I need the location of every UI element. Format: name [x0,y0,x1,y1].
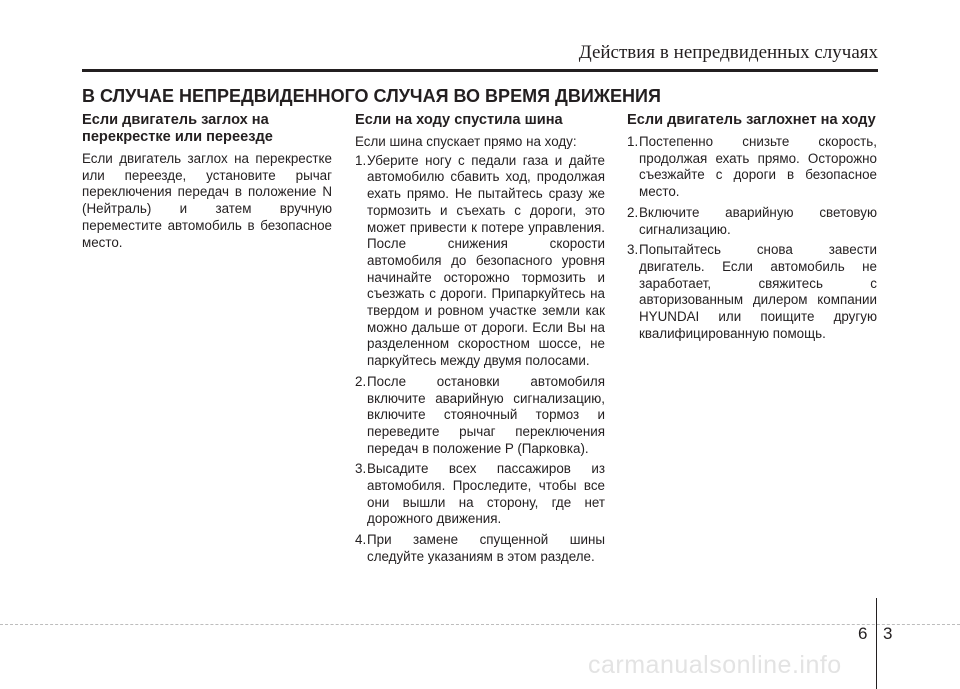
column-engine-stall-crossing [82,112,332,251]
paragraph-engine-stall-crossing: Если двигатель заглох на перекрестке или переезде, установите рычаг переключения передач в положение N (Нейтраль) и затем вручную переместите автомобиль в безопасное место. [82,151,332,250]
chapter-number: 6 [858,624,868,643]
chapter-title: Действия в непредвиденных случаях [578,42,878,63]
list-item: 2. Включите аварийную световую сигнализацию. [627,204,877,237]
header-rule [82,69,878,72]
engine-stall-steps [627,134,877,342]
heading-flat-tire: Если на ходу спустила шина [355,112,563,128]
list-item: 4. При замене спущенной шины следуйте указаниям в этом разделе. [355,532,605,564]
flat-tire-intro: Если шина спускает прямо на ходу: [355,134,577,149]
list-item: 3. Высадите всех пассажиров из автомобиля. Проследите, чтобы все они вышли на сторону, где нет дорожного движения. [355,461,605,527]
list-item: 1. Уберите ногу с педали газа и дайте автомобилю сбавить ход, продолжая ехать прямо. Не пытайтесь сразу же тормозить и съехать с дороги, это может привести к потере управления. После снижения скорости автомобиля до безопасного уровня начинайте осторожно тормозить и съезжать с дороги. Припаркуйтесь на твердом и ровном участке земли как можно дальше от дороги. Если Вы на разделенном скоростном шоссе, не паркуйтесь между двумя полосами. [355,152,605,369]
column-engine-stall-driving [627,112,877,346]
column-flat-tire [355,112,605,570]
heading-engine-stall-driving: Если двигатель заглохнет на ходу [627,112,876,128]
page-number-divider [876,598,877,689]
flat-tire-steps [355,153,605,566]
list-item: 2. После остановки автомобиля включите аварийную сигнализацию, включите стояночный тормоз и переведите рычаг переключения передач в положение P (Парковка). [355,373,605,456]
heading-engine-stall-crossing: Если двигатель заглох на перекрестке или переезде [82,112,273,145]
list-item: 3. Попытайтесь снова завести двигатель. Если автомобиль не заработает, свяжитесь с авторизованным дилером компании HYUNDAI или поищите другую квалифицированную помощь. [627,242,877,341]
footer-rule [0,624,960,625]
list-item: 1. Постепенно снизьте скорость, продолжая ехать прямо. Осторожно съезжайте с дороги в безопасное место. [627,134,877,200]
section-title: В СЛУЧАЕ НЕПРЕДВИДЕННОГО СЛУЧАЯ ВО ВРЕМЯ ДВИЖЕНИЯ [82,86,661,106]
page-number: 3 [883,624,893,643]
watermark: carmanualsonline.info [588,651,842,679]
